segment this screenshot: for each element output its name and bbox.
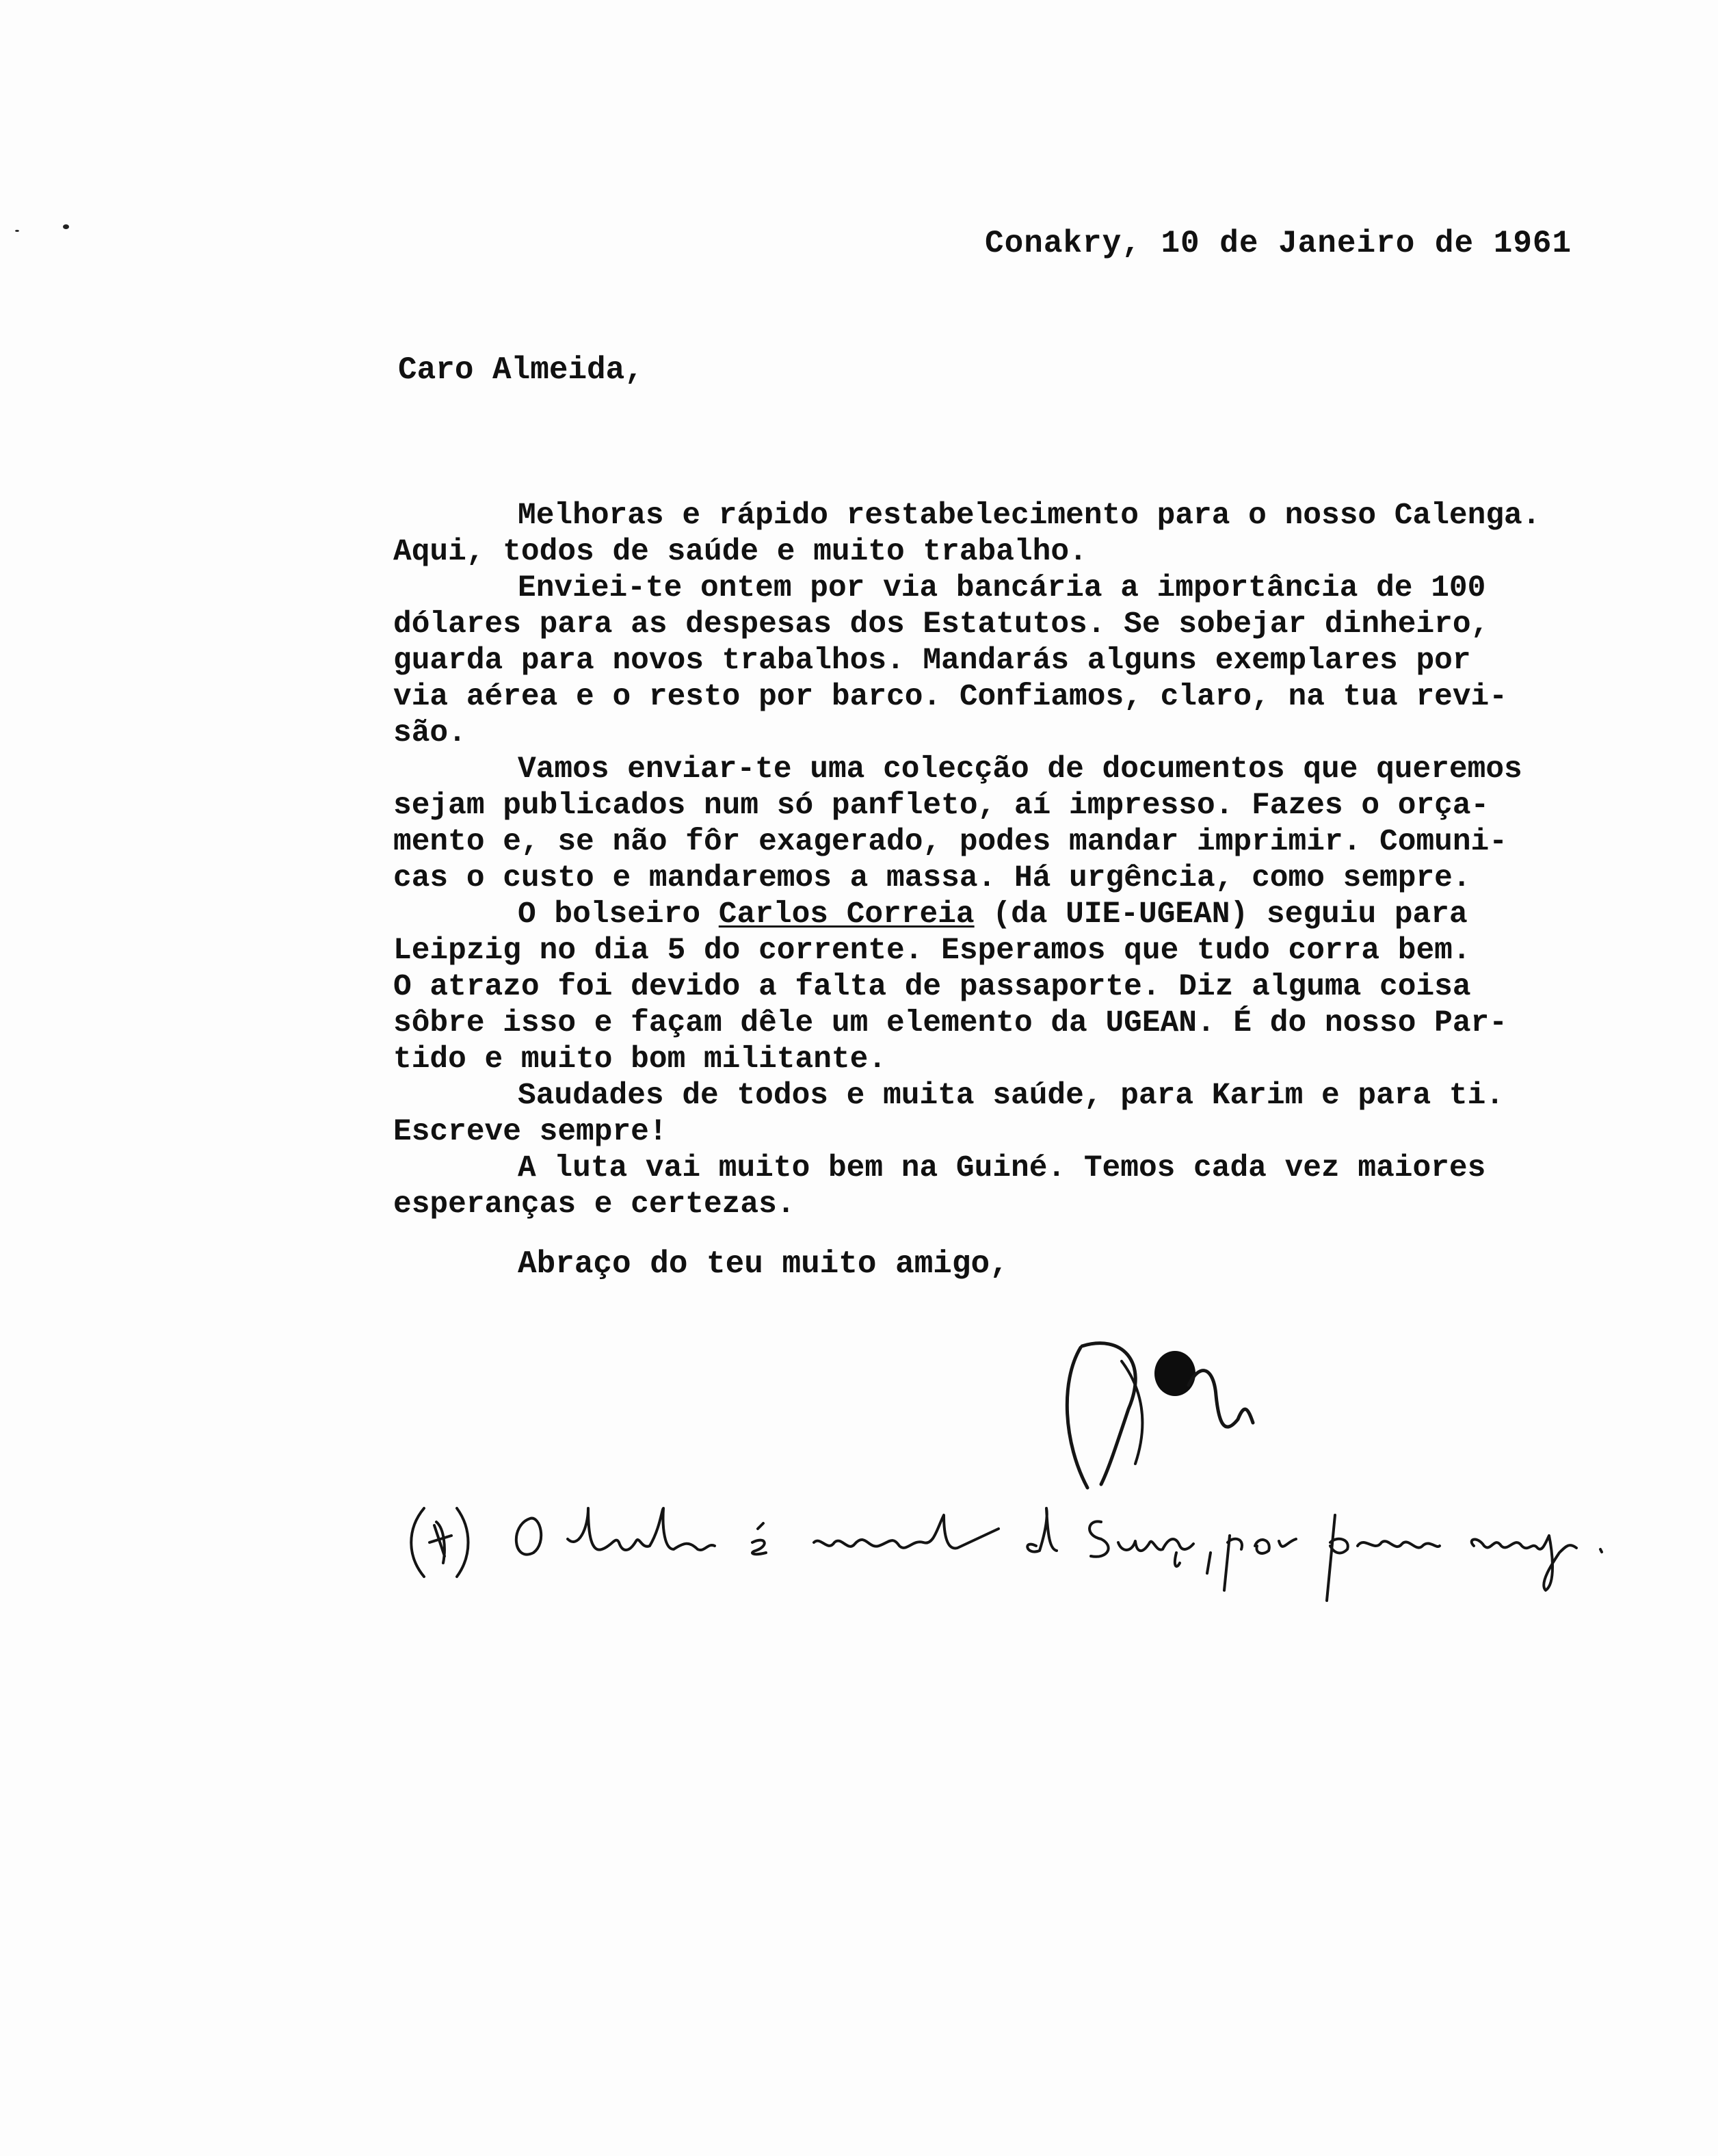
body-line: sôbre isso e façam dêle um elemento da UGEAN. É do nosso Par- (393, 1006, 1507, 1040)
body-line: Enviei-te ontem por via bancária a importância de 100 (518, 571, 1486, 605)
body-line: cas o custo e mandaremos a massa. Há urgência, como sempre. (393, 861, 1471, 895)
underlined-name: Carlos Correia (718, 897, 975, 932)
signature-mark (1040, 1320, 1265, 1498)
body-line: são. (393, 716, 466, 750)
body-line: esperanças e certezas. (393, 1187, 795, 1222)
body-line: tido e muito bom militante. (393, 1042, 887, 1077)
body-line: via aérea e o resto por barco. Confiamos, claro, na tua revi- (393, 680, 1507, 714)
handwritten-note-drawing (397, 1488, 1669, 1604)
handwritten-note (397, 1488, 1669, 1604)
body-line: Melhoras e rápido restabelecimento para o nosso Calenga. (518, 499, 1541, 533)
body-line (393, 897, 1645, 933)
letter-date: Conakry, 10 de Janeiro de 1961 (985, 226, 1572, 261)
scan-speck (63, 224, 69, 229)
body-line: Saudades de todos e muita saúde, para Karim e para ti. (518, 1079, 1505, 1113)
letter-body (393, 498, 1645, 1223)
body-line: guarda para novos trabalhos. Mandarás alguns exemplares por (393, 644, 1471, 678)
body-line: sejam publicados num só panfleto, aí impresso. Fazes o orça- (393, 789, 1490, 823)
body-line: mento e, se não fôr exagerado, podes mandar imprimir. Comuni- (393, 825, 1507, 859)
letter-salutation: Caro Almeida, (398, 352, 644, 388)
body-fragment: (da UIE-UGEAN) seguiu para (992, 897, 1468, 932)
body-line: dólares para as despesas dos Estatutos. Se sobejar dinheiro, (393, 607, 1490, 642)
body-line: O atrazo foi devido a falta de passaporte. Diz alguma coisa (393, 970, 1471, 1004)
letter-closing: Abraço do teu muito amigo, (518, 1246, 1009, 1282)
body-line: Vamos enviar-te uma colecção de documentos que queremos (518, 752, 1522, 787)
body-line: A luta vai muito bem na Guiné. Temos cada vez maiores (518, 1151, 1486, 1185)
body-fragment: O bolseiro (518, 897, 701, 932)
body-line: Escreve sempre! (393, 1115, 668, 1149)
body-line: Aqui, todos de saúde e muito trabalho. (393, 535, 1087, 569)
scan-speck (15, 230, 19, 232)
body-line: Leipzig no dia 5 do corrente. Esperamos que tudo corra bem. (393, 934, 1471, 968)
